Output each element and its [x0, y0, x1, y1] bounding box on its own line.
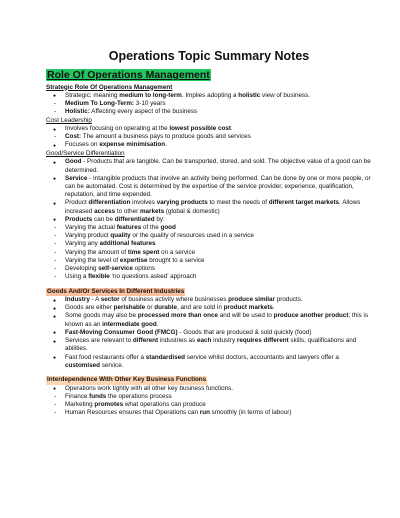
list-item: [46, 385, 372, 393]
list-item-text: Developing self-service options: [65, 264, 155, 272]
list-item-text: Fast-Moving Consumer Good (FMCG) - Goods that are produced & sold quickly (food): [65, 328, 312, 336]
dash-marker: -: [54, 240, 57, 248]
bullet-marker: ●: [53, 93, 57, 100]
dash-marker: -: [54, 232, 57, 240]
list-item-text: Varying the level of expertise brought to a service: [65, 256, 205, 264]
list-item-text: Good - Products that are tangible. Can be transported, stored, and sold. The objective value of a good can be determined.: [65, 158, 371, 174]
list-item: [46, 158, 372, 174]
list-item: [46, 296, 372, 304]
list-item: [46, 216, 372, 224]
list-item-text: Industry - A sector of business activity where businesses produce similar products.: [65, 296, 303, 304]
list-item: [46, 401, 372, 409]
list-item-text: Service - Intangible products that involve an activity being performed. Can be done by one or more people, or can be automated. Cost is determined by the expertise of the service provider, experience, qualification, reputation, and time expended.: [65, 174, 371, 199]
bullet-marker: ●: [53, 313, 57, 320]
list-item: [46, 141, 372, 149]
bullet-marker: ●: [53, 386, 57, 393]
dash-marker: -: [54, 401, 57, 409]
list-industries: [46, 296, 372, 370]
list-item: [46, 249, 372, 257]
list-item-text: Human Resources ensures that Operations can run smoothly (in terms of labour): [65, 409, 292, 417]
list-item: [46, 232, 372, 240]
list-item: [46, 354, 372, 370]
bullet-marker: ●: [53, 338, 57, 345]
list-item: [46, 409, 372, 417]
bullet-marker: ●: [53, 297, 57, 304]
list-item-text: Focuses on expense minimisation.: [65, 141, 167, 149]
list-item: [46, 108, 372, 116]
bullet-marker: ●: [53, 217, 57, 224]
list-item-text: Goods are either perishable or durable, and are sold in product markets.: [65, 304, 275, 312]
list-item: [46, 175, 372, 200]
bullet-marker: ●: [53, 355, 57, 361]
bullet-marker: ●: [53, 159, 57, 166]
page-title: Operations Topic Summary Notes: [108, 49, 310, 63]
dash-marker: -: [54, 264, 57, 272]
list-item: [46, 304, 372, 312]
list-item: [46, 337, 372, 353]
list-item-text: Varying the actual features of the good: [65, 223, 176, 231]
list-item: [46, 224, 372, 232]
list-goods: [46, 158, 372, 281]
list-item: [46, 199, 372, 215]
list-item: [46, 100, 372, 108]
list-item-text: Holistic: Affecting every aspect of the business: [65, 108, 198, 116]
list-item-text: Services are relevant to different industries as each industry requires different skills, qualifications and abilities.: [65, 337, 357, 353]
list-item: [46, 92, 372, 100]
dash-marker: -: [54, 99, 57, 107]
list-item-text: Marketing promotes what operations can produce: [65, 401, 206, 409]
list-item: [46, 393, 372, 401]
bullet-marker: ●: [53, 200, 57, 207]
bullet-marker: ●: [53, 330, 57, 337]
dash-marker: -: [54, 409, 57, 417]
list-item-text: Medium To Long-Term: 3-10 years: [65, 99, 166, 107]
list-item-text: Finance funds the operations process: [65, 392, 172, 400]
list-item: [46, 312, 372, 328]
list-item: [46, 265, 372, 273]
list-strategic: [46, 92, 372, 117]
bullet-marker: ●: [53, 305, 57, 312]
list-item: [46, 329, 372, 337]
list-item-text: Varying any additional features: [65, 240, 156, 248]
subheading-cost: Cost Leadership: [46, 116, 92, 124]
list-item-text: Varying the amount of time spent on a service: [65, 248, 196, 256]
section-heading-industries: Goods And/Or Services In Different Industries: [47, 287, 185, 295]
bullet-marker: ●: [53, 142, 57, 149]
bullet-marker: ●: [53, 176, 57, 183]
list-item: [46, 133, 372, 141]
bullet-marker: ●: [53, 126, 57, 133]
list-item-text: Cost: The amount a business pays to produce goods and services: [65, 133, 251, 141]
dash-marker: -: [54, 223, 57, 231]
dash-marker: -: [54, 273, 57, 281]
dash-marker: -: [54, 256, 57, 264]
list-item-text: Product differentiation involves varying products to meet the needs of different target markets. Allows increased access to other markets (global & domestic): [65, 199, 361, 215]
dash-marker: -: [54, 133, 57, 141]
list-item: [46, 273, 372, 281]
list-item-text: Using a flexible ‘no questions asked’ approach: [65, 273, 197, 281]
list-item-text: Operations work tightly with all other key business functions.: [65, 384, 233, 392]
subheading-goods: Good/Service Differentiation: [46, 150, 125, 158]
list-item-text: Involves focusing on operating at the lowest possible cost.: [65, 125, 233, 133]
list-item: [46, 257, 372, 265]
list-item: [46, 240, 372, 248]
dash-marker: -: [54, 248, 57, 256]
list-cost: [46, 125, 372, 150]
list-item-text: Strategic; meaning medium to long-term. Implies adopting a holistic view of business.: [65, 91, 310, 99]
dash-marker: -: [54, 392, 57, 400]
list-item-text: Varying product quality or the quality of resources used in a service: [65, 232, 254, 240]
dash-marker: -: [54, 108, 57, 116]
list-interdependence: [46, 385, 372, 418]
list-item: [46, 125, 372, 133]
list-item-text: Fast food restaurants offer a standardised service whilst doctors, accountants and lawyers offer a customised service.: [65, 353, 339, 369]
list-item-text: Some goods may also be processed more than once and will be used to produce another product; this is known as an intermediate good.: [65, 312, 369, 328]
subheading-strategic: Strategic Role Of Operations Management: [46, 83, 173, 91]
list-item-text: Products can be differentiated by:: [65, 215, 165, 223]
section-heading-interdependence: Interdependence With Other Key Business Functions: [47, 376, 207, 384]
section-heading-role: Role Of Operations Management: [47, 69, 210, 81]
